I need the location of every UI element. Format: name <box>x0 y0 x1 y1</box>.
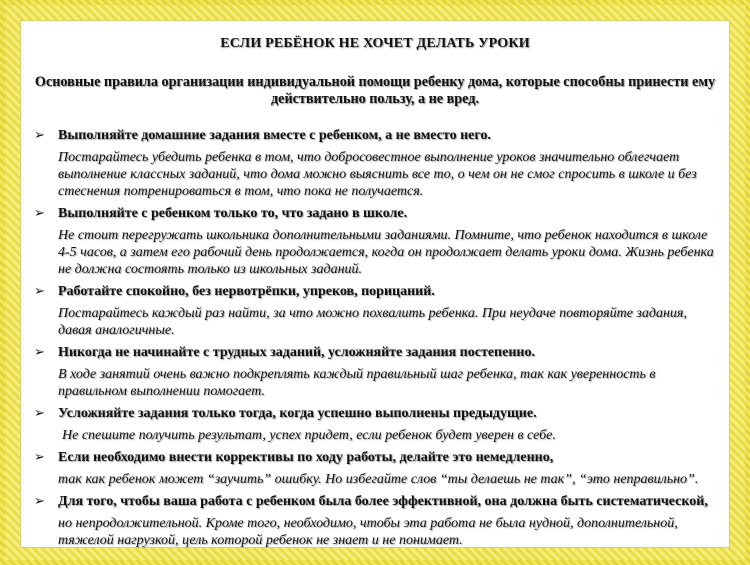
rule-heading <box>34 344 716 361</box>
arrow-bullet-icon: ➢ <box>34 128 45 143</box>
arrow-bullet-icon: ➢ <box>34 406 45 421</box>
rule-heading-text: Никогда не начинайте с трудных заданий, усложняйте задания постепенно. <box>58 345 535 360</box>
rule-body: Постарайтесь каждый раз найти, за что можно похвалить ребенка. При неудаче повторяйте задания, давая аналогичные. <box>58 306 687 338</box>
rule-body: так как ребенок может “заучить” ошибку. Но избегайте слов “ты делаешь не так”, “это неправильно”. <box>58 472 699 487</box>
rule-heading-text: Выполняйте с ребенком только то, что задано в школе. <box>58 206 408 221</box>
arrow-bullet-icon: ➢ <box>34 206 45 221</box>
arrow-bullet-icon: ➢ <box>34 450 45 465</box>
rule-body: Не спешите получить результат, успех придет, если ребенок будет уверен в себе. <box>62 428 556 443</box>
subtitle: Основные правила организации индивидуальной помощи ребенку дома, которые способны принести ему действительно пользу, а не вред. <box>34 74 716 107</box>
rule-body: В ходе занятий очень важно подкреплять каждый правильный шаг ребенка, так как уверенность в правильном выполнении помогает. <box>58 367 656 399</box>
rule-item <box>34 405 716 444</box>
content-panel <box>20 20 730 548</box>
rule-item <box>34 449 716 488</box>
rule-heading <box>34 493 716 510</box>
rule-item <box>34 493 716 549</box>
rule-body: но непродолжительной. Кроме того, необходимо, чтобы эта работа не была нудной, дополнительной, тяжелой нагрузкой, цель которой ребенок не знает и не понимает. <box>58 516 678 548</box>
rule-body: Постарайтесь убедить ребенка в том, что добросовестное выполнение уроков значительно облегчает выполнение классных заданий, что дома можно выяснить все то, о чем он не смог спросить в школе и без стеснения потренироваться в том, что пока не получается. <box>58 150 697 199</box>
rule-heading-text: Если необходимо внести коррективы по ходу работы, делайте это немедленно, <box>58 450 554 465</box>
rule-body: Не стоит перегружать школьника дополнительными заданиями. Помните, что ребенок находится в школе 4-5 часов, а затем его рабочий день продолжается, когда он продолжает делать уроки дома. Жизнь ребенка не должна состоять только из школьных заданий. <box>58 228 714 277</box>
rule-item <box>34 283 716 339</box>
arrow-bullet-icon: ➢ <box>34 345 45 360</box>
rule-item <box>34 127 716 200</box>
rule-heading-text: Выполняйте домашние задания вместе с ребенком, а не вместо него. <box>58 128 491 143</box>
rule-heading <box>34 283 716 300</box>
rule-heading-text: Усложняйте задания только тогда, когда успешно выполнены предыдущие. <box>58 406 537 421</box>
rule-item <box>34 344 716 400</box>
rule-heading <box>34 127 716 144</box>
rule-heading-text: Работайте спокойно, без нервотрёпки, упреков, порицаний. <box>58 284 435 299</box>
page-title: ЕСЛИ РЕБЁНОК НЕ ХОЧЕТ ДЕЛАТЬ УРОКИ <box>220 36 530 51</box>
rules-list <box>34 127 716 549</box>
rule-heading <box>34 405 716 422</box>
rule-heading <box>34 205 716 222</box>
rule-heading <box>34 449 716 466</box>
rule-item <box>34 205 716 278</box>
arrow-bullet-icon: ➢ <box>34 284 45 299</box>
arrow-bullet-icon: ➢ <box>34 494 45 509</box>
rule-heading-text: Для того, чтобы ваша работа с ребенком была более эффективной, она должна быть систематической, <box>58 494 708 509</box>
